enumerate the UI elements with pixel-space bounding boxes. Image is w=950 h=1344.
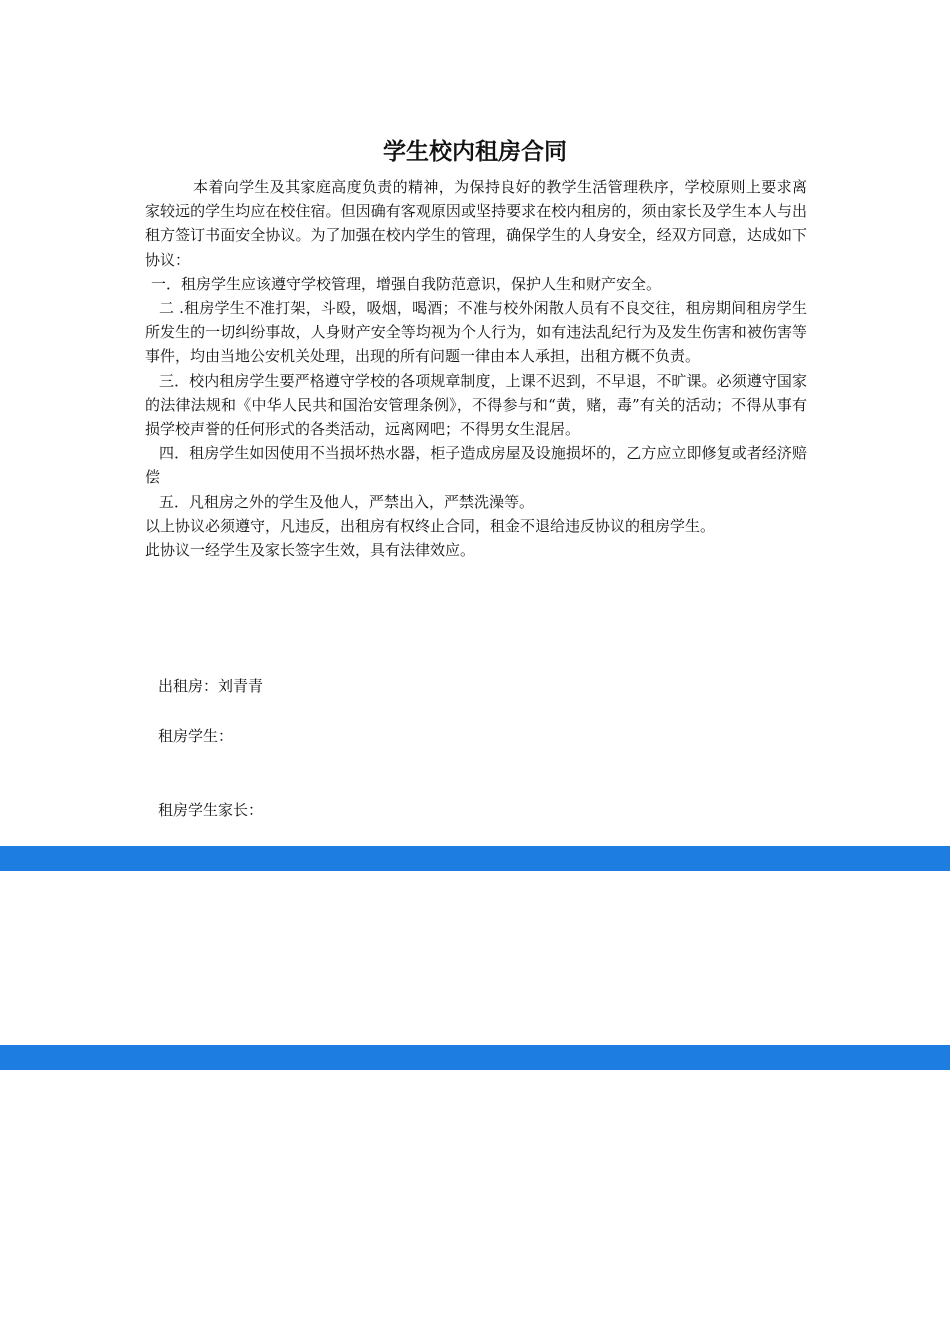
- student-signature: 租房学生：: [158, 727, 234, 745]
- parent-signature: 租房学生家长：: [158, 801, 264, 819]
- closing-statement-2: 此协议一经学生及家长签字生效，具有法律效应。: [145, 541, 476, 560]
- clause-3: 三．校内租房学生要严格遵守学校的各项规章制度，上课不迟到，不早退，不旷课。必须遵守国家的法律法规和《中华人民共和国治安管理条例》，不得参与和“黄，赌，毒”有关的活动；不得从事有损学校声誉的任何形式的各类活动，远离网吧；不得男女生混居。: [145, 371, 807, 439]
- clause-5: 五．凡租房之外的学生及他人，严禁出入，严禁洗澡等。: [159, 492, 535, 511]
- document-body: [145, 175, 807, 562]
- intro-paragraph: 本着向学生及其家庭高度负责的精神，为保持良好的教学生活管理秩序，学校原则上要求离家较远的学生均应在校住宿。但因确有客观原因或坚持要求在校内租房的，须由家长及学生本人与出租方签订书面安全协议。为了加强在校内学生的管理，确保学生的人身安全，经双方同意，达成如下协议：: [145, 178, 807, 269]
- top-blue-band: [0, 846, 950, 871]
- landlord-signature: 出租房：刘青青: [158, 677, 264, 695]
- clause-4: 四．租房学生如因使用不当损坏热水器，柜子造成房屋及设施损坏的，乙方应立即修复或者经济赔偿: [145, 444, 807, 487]
- clause-2: 二 .租房学生不准打架，斗殴，吸烟，喝酒；不准与校外闲散人员有不良交往，租房期间租房学生所发生的一切纠纷事故，人身财产安全等均视为个人行为，如有违法乱纪行为及发生伤害和被伤害等事件，均由当地公安机关处理，出现的所有问题一律由本人承担，出租方概不负责。: [145, 299, 807, 366]
- closing-statement-1: 以上协议必须遵守，凡违反，出租房有权终止合同，租金不退给违反协议的租房学生。: [145, 516, 716, 535]
- document-title: 学生校内租房合同: [383, 139, 567, 165]
- clause-1: 一．租房学生应该遵守学校管理，增强自我防范意识，保护人生和财产安全。: [151, 274, 662, 293]
- bottom-blue-band: [0, 1045, 950, 1070]
